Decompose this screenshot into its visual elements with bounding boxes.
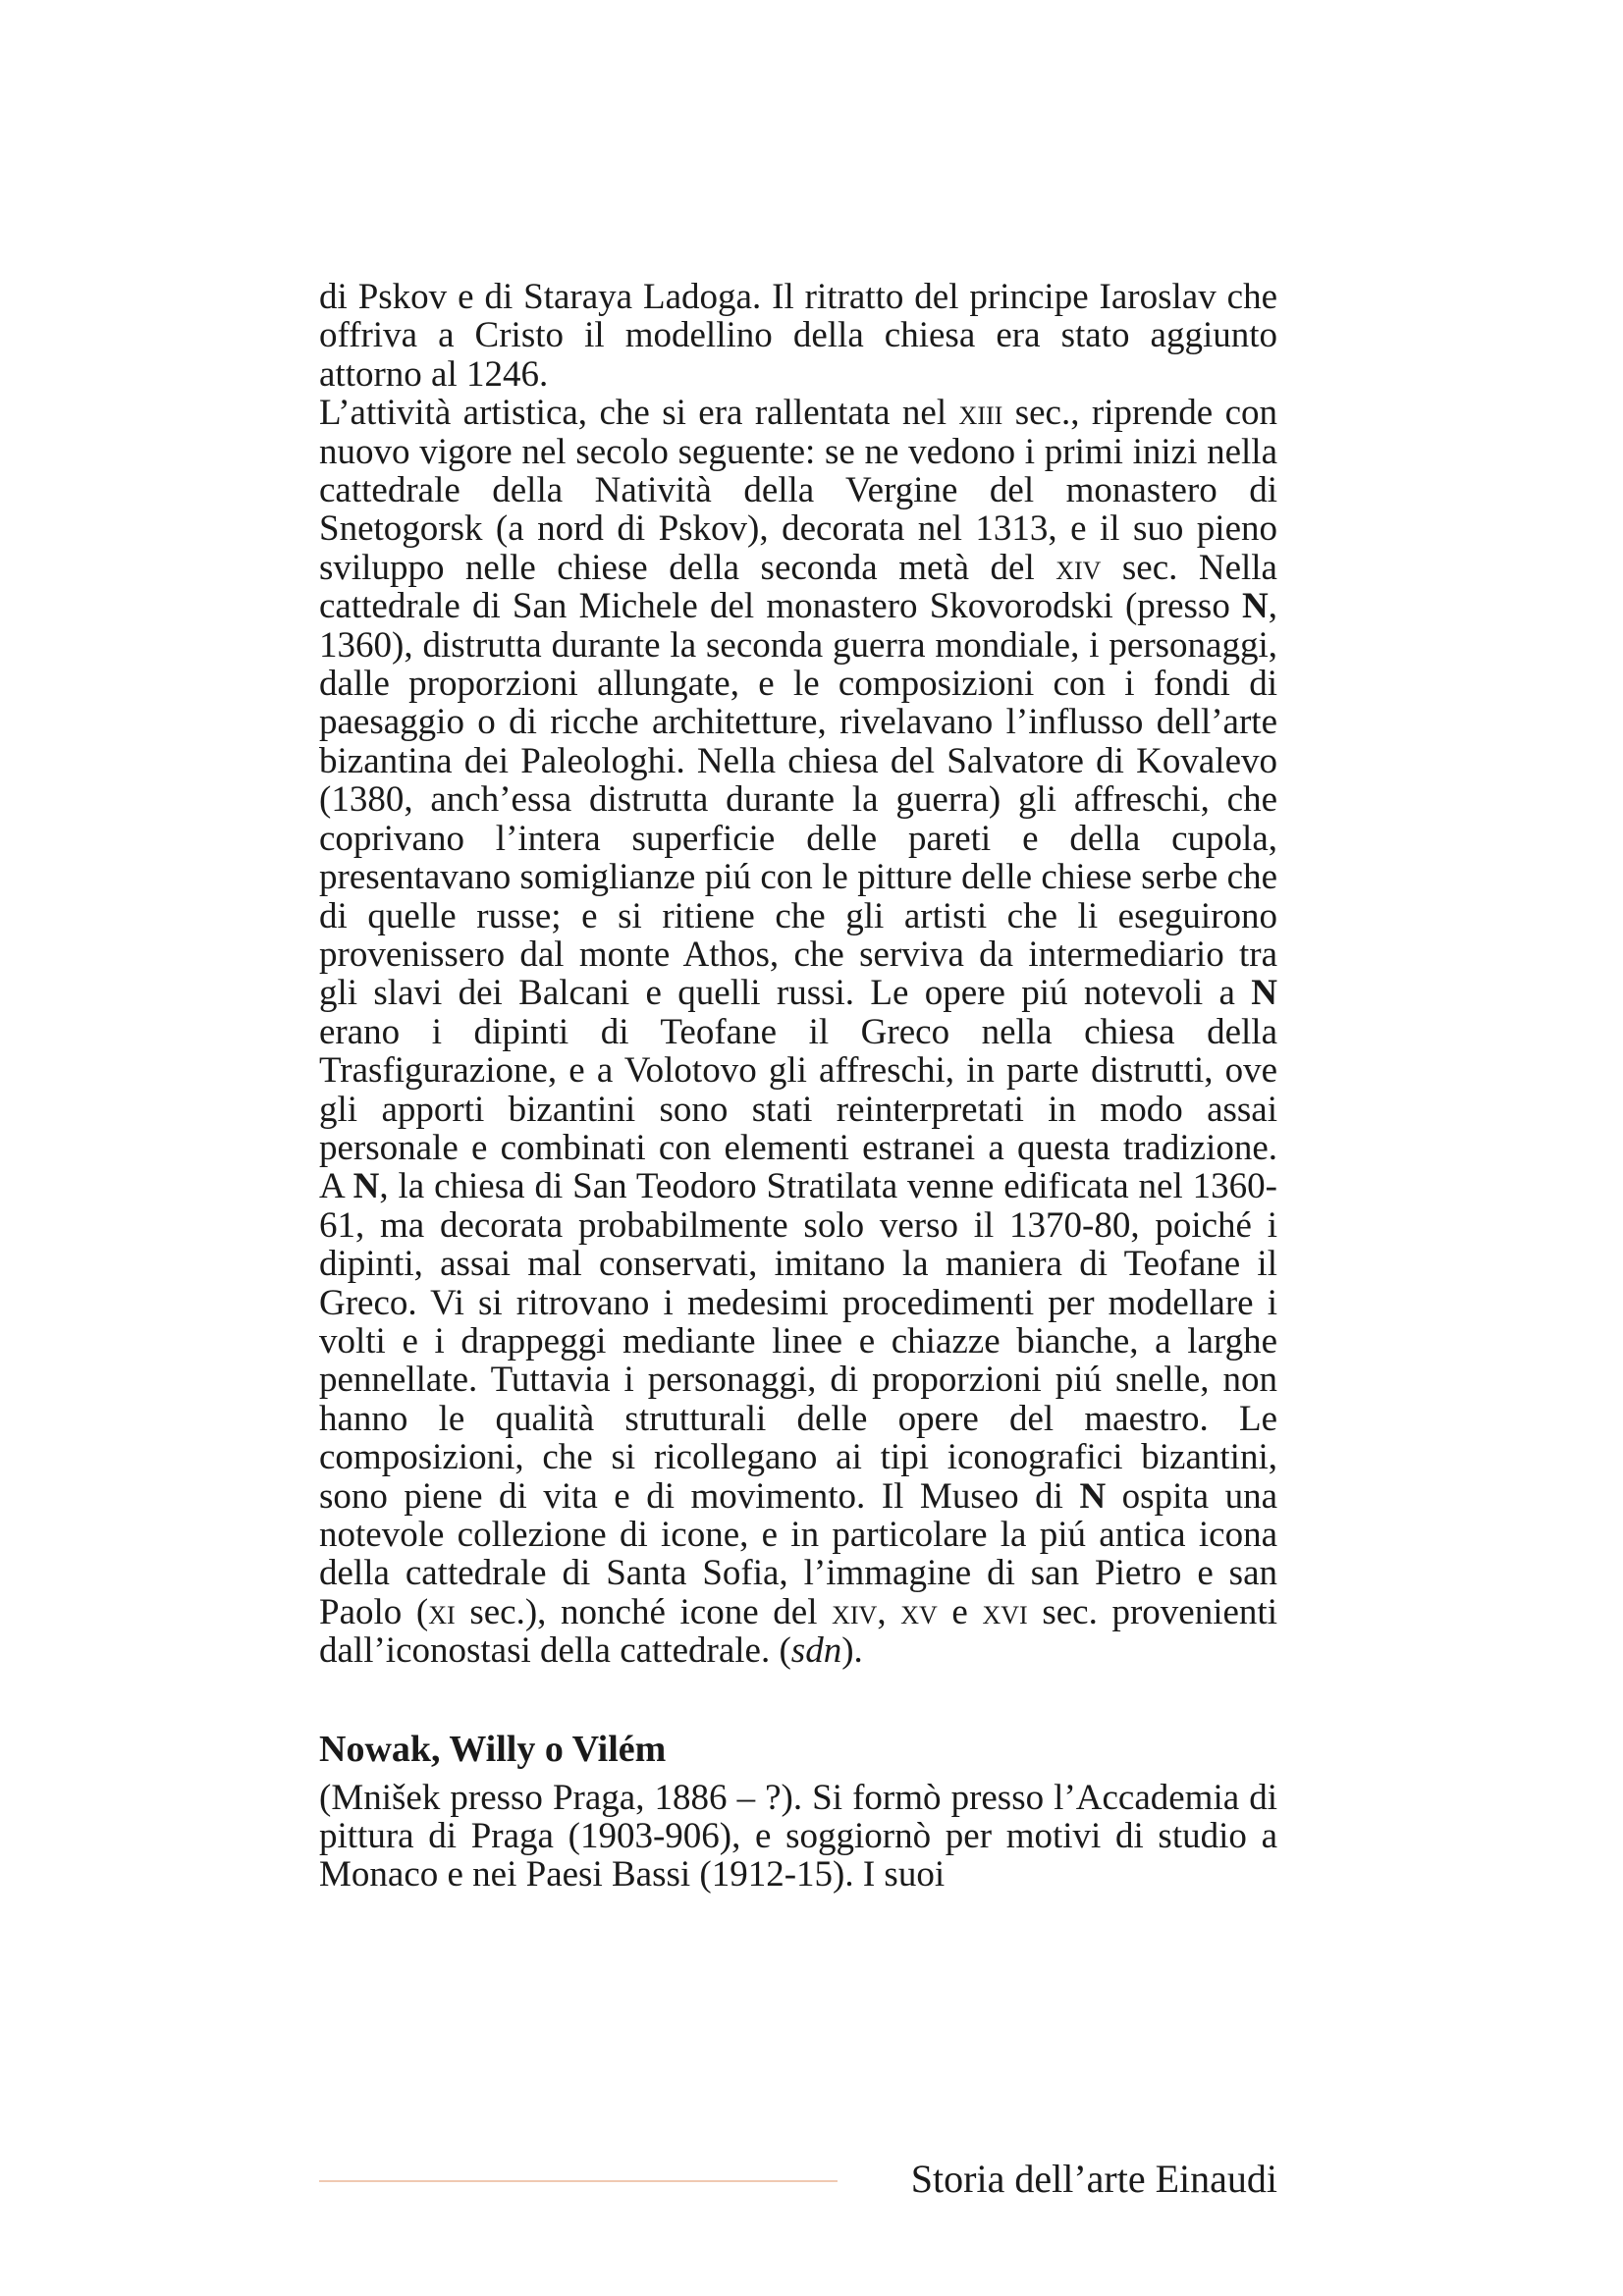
century-numeral: xvi	[982, 1591, 1028, 1632]
century-numeral: xi	[428, 1591, 456, 1632]
footer-divider	[319, 2180, 838, 2182]
century-numeral: xiv	[832, 1591, 878, 1632]
text-run: , 1360), distrutta durante la seconda guerra mondiale, i personaggi, dalle proporzioni allungate, e le composizioni con i fondi di paesaggio o di ricche architetture, rivelavano l’influsso dell’arte bizantina dei Paleologhi. Nella chiesa del Salvatore di Kovalevo (1380, anch’essa distrutta durante la guerra) gli affreschi, che coprivano l’intera superficie delle pareti e della cupola, presentavano somiglianze piú con le pitture delle chiese serbe che di quelle russe; e si ritiene che gli artisti che li eseguirono provenissero dal monte Athos, che serviva da intermediario tra gli slavi dei Balcani e quelli russi. Le opere piú notevoli a	[319, 586, 1277, 1014]
entry-title: Nowak, Willy o Vilém	[319, 1728, 667, 1770]
footer-publisher: Storia dell’arte Einaudi	[910, 2157, 1277, 2201]
city-abbreviation: N	[1079, 1475, 1107, 1517]
text-run: sec. provenienti dall’iconostasi della cattedrale. (	[319, 1591, 1277, 1672]
text-run: ).	[841, 1630, 863, 1672]
century-numeral: xv	[900, 1591, 938, 1632]
text-run: sec.), nonché icone del	[455, 1591, 833, 1632]
century-numeral: xiii	[958, 393, 1003, 434]
paragraph-continuation: di Pskov e di Staraya Ladoga. Il ritratto del principe Iaroslav che offriva a Cristo il modellino della chiesa era stato aggiunto attorno al 1246.	[319, 277, 1277, 395]
text-run: L’attività artistica, che si era rallentata nel	[319, 393, 959, 434]
text-run: sec., riprende con nuovo vigore nel secolo seguente: se ne vedono i primi inizi nella cattedrale della Natività della Vergine del monastero di Snetogorsk (a nord di Pskov), decorata nel 1313, e il suo pieno sviluppo nelle chiese della seconda metà del	[319, 393, 1277, 588]
text-run: ospita una notevole collezione di icone, e in particolare la piú antica icona della cattedrale di Santa Sofia, l’immagine di san Pietro e san Paolo (	[319, 1475, 1277, 1632]
text-run: sec. Nella cattedrale di San Michele del monastero Skovorodski (presso	[319, 547, 1277, 627]
page-body	[319, 278, 1277, 1895]
century-numeral: xiv	[1055, 547, 1102, 588]
text-run: ,	[877, 1591, 901, 1632]
text-run: e	[937, 1591, 983, 1632]
entry-text: (Mnišek presso Praga, 1886 – ?). Si formò presso l’Accademia di pittura di Praga (1903-906), e soggiornò per motivi di studio a Monaco e nei Paesi Bassi (1912-15). I suoi	[319, 1777, 1277, 1896]
city-abbreviation: N	[352, 1166, 380, 1207]
city-abbreviation: N	[1242, 586, 1269, 627]
author-initials: sdn	[790, 1630, 842, 1672]
city-abbreviation: N	[1251, 973, 1277, 1014]
text-run: , la chiesa di San Teodoro Stratilata venne edificata nel 1360-61, ma decorata probabilmente solo verso il 1370-80, poiché i dipinti, assai mal conservati, imitano la maniera di Teofane il Greco. Vi si ritrovano i medesimi procedimenti per modellare i volti e i drappeggi mediante linee e chiazze bianche, a larghe pennellate. Tuttavia i personaggi, di proporzioni piú snelle, non hanno le qualità strutturali delle opere del maestro. Le composizioni, che si ricollegano ai tipi iconografici bizantini, sono piene di vita e di movimento. Il Museo di	[319, 1166, 1277, 1517]
text-run: erano i dipinti di Teofane il Greco nella chiesa della Trasfigurazione, e a Volotovo gli affreschi, in parte distrutti, ove gli apporti bizantini sono stati reinterpretati in modo assai personale e combinati con elementi estranei a questa tradizione. A	[319, 1011, 1277, 1207]
paragraph-art-history	[319, 394, 1277, 1670]
